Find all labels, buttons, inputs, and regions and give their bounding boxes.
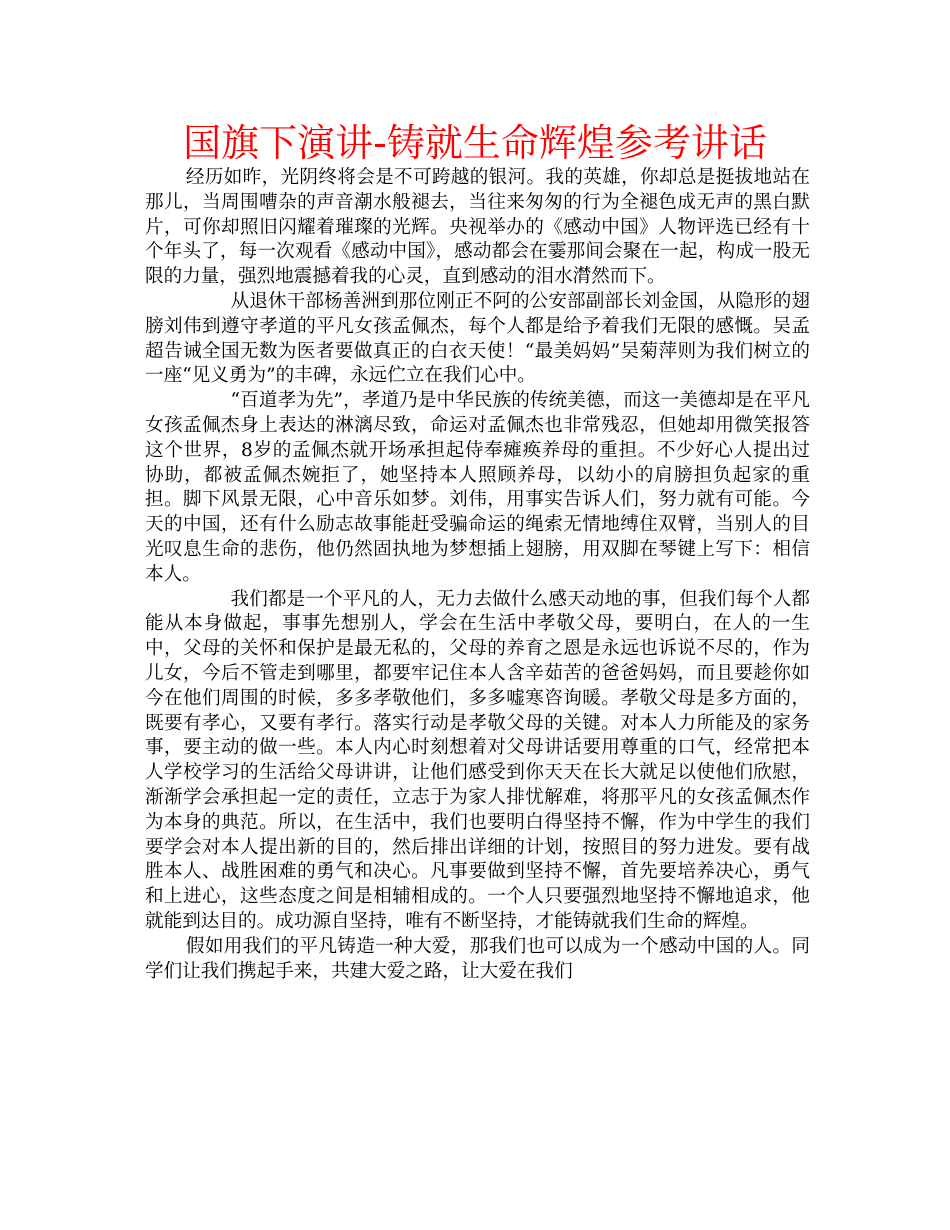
document-body bbox=[145, 166, 810, 984]
paragraph-2: 从退休干部杨善洲到那位刚正不阿的公安部副部长刘金国，从隐形的翅膀刘伟到遵守孝道的平凡女孩孟佩杰，每个人都是给予着我们无限的感慨。吴孟超告诫全国无数为医者要做真正的白衣天使！“最美妈妈”吴菊萍则为我们树立的一座“见义勇为”的丰碑，永远伫立在我们心中。 bbox=[145, 290, 810, 387]
document-title: 国旗下演讲-铸就生命辉煌参考讲话 bbox=[183, 121, 767, 165]
paragraph-4: 我们都是一个平凡的人，无力去做什么感天动地的事，但我们每个人都能从本身做起，事事先想别人，学会在生活中孝敬父母，要明白，在人的一生中，父母的关怀和保护是最无私的，父母的养育之恩是永远也诉说不尽的，作为儿女，今后不管走到哪里，都要牢记住本人含辛茹苦的爸爸妈妈，而且要趁你如今在他们周围的时候，多多孝敬他们，多多嘘寒咨询暖。孝敬父母是多方面的，既要有孝心，又要有孝行。落实行动是孝敬父母的关键。对本人力所能及的家务事，要主动的做一些。本人内心时刻想着对父母讲话要用尊重的口气，经常把本人学校学习的生活给父母讲讲，让他们感受到你天天在长大就足以使他们欣慰，渐渐学会承担起一定的责任，立志于为家人排忧解难，将那平凡的女孩孟佩杰作为本身的典范。所以，在生活中，我们也要明白得坚持不懈，作为中学生的我们要学会对本人提出新的目的，然后排出详细的计划，按照目的努力进发。要有战胜本人、战胜困难的勇气和决心。凡事要做到坚持不懈，首先要培养决心，勇气和上进心，这些态度之间是相辅相成的。一个人只要强烈地坚持不懈地追求，他就能到达目的。成功源自坚持，唯有不断坚持，才能铸就我们生命的辉煌。 bbox=[145, 588, 810, 932]
paragraph-1: 经历如昨，光阴终将会是不可跨越的银河。我的英雄，你却总是挺拔地站在那儿，当周围嘈杂的声音潮水般褪去，当往来匆匆的行为全褪色成无声的黑白默片，可你却照旧闪耀着璀璨的光辉。央视举办的《感动中国》人物评选已经有十个年头了，每一次观看《感动中国》，感动都会在霎那间会聚在一起，构成一股无限的力量，强烈地震撼着我的心灵，直到感动的泪水潸然而下。 bbox=[145, 167, 810, 288]
paragraph-3: “百道孝为先”，孝道乃是中华民族的传统美德，而这一美德却是在平凡女孩孟佩杰身上表达的淋漓尽致，命运对孟佩杰也非常残忍，但她却用微笑报答这个世界，8岁的孟佩杰就开场承担起侍奉瘫痪养母的重担。不少好心人提出过 协助，都被孟佩杰婉拒了，她坚持本人照顾养母，以幼小的肩膀担负起家的重担。脚下风景无限，心中音乐如梦。刘伟，用事实告诉人们，努力就有可能。今天的中国，还有什么励志故事能赶受骗命运的绳索无情地缚住双臂，当别人的目光叹息生命的悲伤，他仍然固执地为梦想插上翅膀，用双脚在琴键上写下：相信本人。 bbox=[145, 390, 810, 585]
paragraph-5: 假如用我们的平凡铸造一种大爱，那我们也可以成为一个感动中国的人。同学们让我们携起手来，共建大爱之路，让大爱在我们 bbox=[145, 935, 810, 982]
